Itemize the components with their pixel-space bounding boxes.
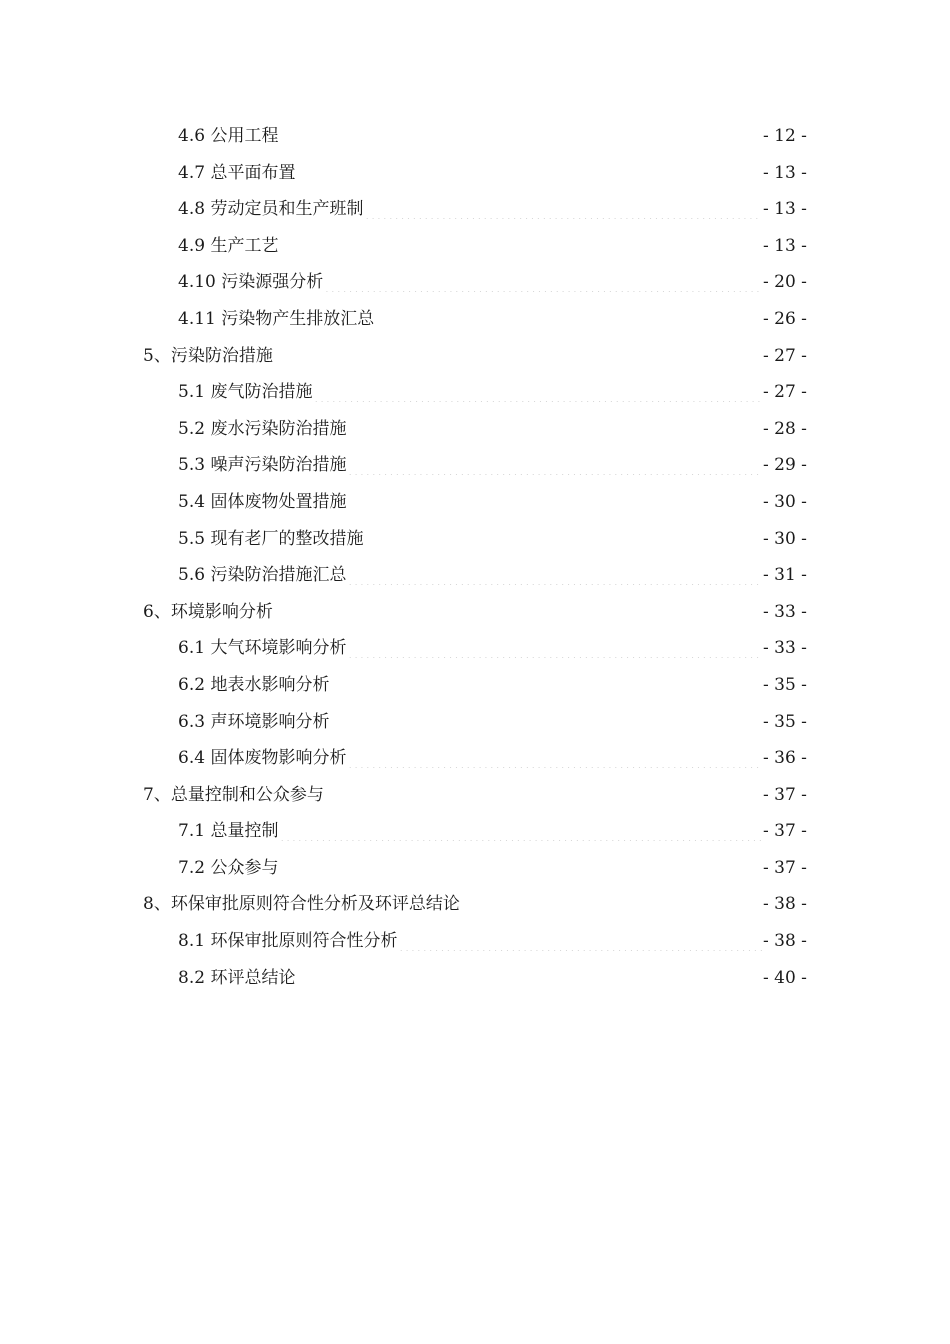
toc-entry-page: - 27 - — [763, 382, 807, 403]
toc-entry-5[interactable] — [0, 338, 950, 375]
toc-entry-label: 6、环境影响分析 — [143, 601, 273, 622]
toc-entry-page: - 12 - — [763, 126, 807, 146]
toc-entry-page: - 26 - — [763, 308, 807, 329]
toc-entry-page: - 37 - — [763, 784, 807, 805]
dot-leader — [324, 271, 762, 291]
dot-leader — [279, 820, 762, 840]
toc-entry-page: - 37 - — [763, 821, 807, 842]
dot-leader — [296, 162, 762, 182]
toc-entry-4-11[interactable] — [0, 301, 950, 338]
toc-entry-8-1[interactable] — [0, 923, 950, 960]
toc-entry-label: 5.4 固体废物处置措施 — [178, 491, 347, 512]
toc-entry-label: 6.4 固体废物影响分析 — [178, 748, 347, 769]
dot-leader — [325, 784, 762, 804]
dot-leader — [347, 491, 762, 511]
dot-leader — [398, 930, 762, 950]
toc-entry-6-1[interactable] — [0, 630, 950, 667]
toc-entry-label: 8、环保审批原则符合性分析及环评总结论 — [143, 894, 460, 915]
toc-entry-label: 4.11 污染物产生排放汇总 — [178, 308, 375, 329]
toc-entry-4-7[interactable] — [0, 155, 950, 192]
dot-leader — [279, 235, 762, 255]
toc-entry-4-10[interactable] — [0, 264, 950, 301]
toc-entry-4-9[interactable] — [0, 228, 950, 265]
toc-entry-6-3[interactable] — [0, 704, 950, 741]
toc-entry-page: - 33 - — [763, 601, 807, 622]
dot-leader — [330, 674, 762, 694]
dot-leader — [364, 198, 762, 218]
toc-entry-page: - 36 - — [763, 748, 807, 769]
dot-leader — [347, 454, 762, 474]
toc-entry-8-2[interactable] — [0, 960, 950, 997]
toc-entry-label: 5.5 现有老厂的整改措施 — [178, 528, 364, 549]
toc-entry-8[interactable] — [0, 886, 950, 923]
dot-leader — [347, 747, 762, 767]
toc-entry-5-2[interactable] — [0, 411, 950, 448]
toc-entry-page: - 31 - — [763, 565, 807, 586]
toc-entry-6-4[interactable] — [0, 740, 950, 777]
dot-leader — [296, 967, 762, 987]
toc-entry-label: 5.3 噪声污染防治措施 — [178, 455, 347, 476]
dot-leader — [330, 711, 762, 731]
dot-leader — [347, 564, 762, 584]
toc-entry-7-1[interactable] — [0, 813, 950, 850]
toc-entry-page: - 30 - — [763, 491, 807, 512]
toc-entry-label: 8.2 环评总结论 — [178, 967, 296, 988]
toc-entry-6[interactable] — [0, 594, 950, 631]
toc-entry-label: 6.1 大气环境影响分析 — [178, 638, 347, 659]
table-of-contents — [0, 118, 950, 996]
toc-entry-7-2[interactable] — [0, 850, 950, 887]
toc-entry-page: - 28 - — [763, 418, 807, 439]
toc-entry-label: 4.6 公用工程 — [178, 126, 279, 146]
toc-entry-page: - 29 - — [763, 455, 807, 476]
toc-entry-page: - 40 - — [763, 967, 807, 988]
dot-leader — [364, 528, 762, 548]
toc-entry-5-1[interactable] — [0, 374, 950, 411]
toc-entry-label: 4.7 总平面布置 — [178, 162, 296, 183]
toc-entry-page: - 30 - — [763, 528, 807, 549]
toc-entry-page: - 20 - — [763, 272, 807, 293]
toc-entry-page: - 13 - — [763, 199, 807, 220]
toc-entry-page: - 13 - — [763, 162, 807, 183]
toc-entry-4-6[interactable] — [0, 118, 950, 155]
dot-leader — [313, 381, 762, 401]
toc-entry-page: - 13 - — [763, 235, 807, 256]
toc-entry-label: 7.1 总量控制 — [178, 821, 279, 842]
toc-entry-5-4[interactable] — [0, 484, 950, 521]
toc-entry-5-5[interactable] — [0, 521, 950, 558]
toc-entry-5-6[interactable] — [0, 557, 950, 594]
dot-leader — [279, 125, 762, 145]
toc-entry-page: - 38 - — [763, 894, 807, 915]
toc-entry-label: 6.3 声环境影响分析 — [178, 711, 330, 732]
toc-entry-label: 7、总量控制和公众参与 — [143, 784, 324, 805]
toc-entry-7[interactable] — [0, 777, 950, 814]
dot-leader — [347, 418, 762, 438]
toc-entry-label: 5、污染防治措施 — [143, 345, 273, 366]
toc-entry-page: - 38 - — [763, 931, 807, 952]
toc-entry-label: 4.9 生产工艺 — [178, 235, 279, 256]
toc-entry-label: 5.1 废气防治措施 — [178, 382, 313, 403]
toc-entry-label: 8.1 环保审批原则符合性分析 — [178, 931, 398, 952]
toc-entry-5-3[interactable] — [0, 447, 950, 484]
toc-entry-page: - 33 - — [763, 638, 807, 659]
dot-leader — [347, 637, 762, 657]
dot-leader — [375, 308, 762, 328]
toc-entry-page: - 27 - — [763, 345, 807, 366]
toc-entry-label: 4.10 污染源强分析 — [178, 272, 324, 293]
toc-entry-4-8[interactable] — [0, 191, 950, 228]
dot-leader — [279, 857, 762, 877]
toc-entry-label: 5.2 废水污染防治措施 — [178, 418, 347, 439]
toc-entry-label: 5.6 污染防治措施汇总 — [178, 565, 347, 586]
toc-entry-label: 6.2 地表水影响分析 — [178, 674, 330, 695]
toc-entry-page: - 35 - — [763, 711, 807, 732]
dot-leader — [274, 601, 762, 621]
toc-entry-page: - 37 - — [763, 857, 807, 878]
toc-entry-label: 7.2 公众参与 — [178, 857, 279, 878]
toc-entry-page: - 35 - — [763, 674, 807, 695]
dot-leader — [461, 894, 762, 914]
dot-leader — [274, 345, 762, 365]
toc-entry-6-2[interactable] — [0, 667, 950, 704]
toc-entry-label: 4.8 劳动定员和生产班制 — [178, 199, 364, 220]
